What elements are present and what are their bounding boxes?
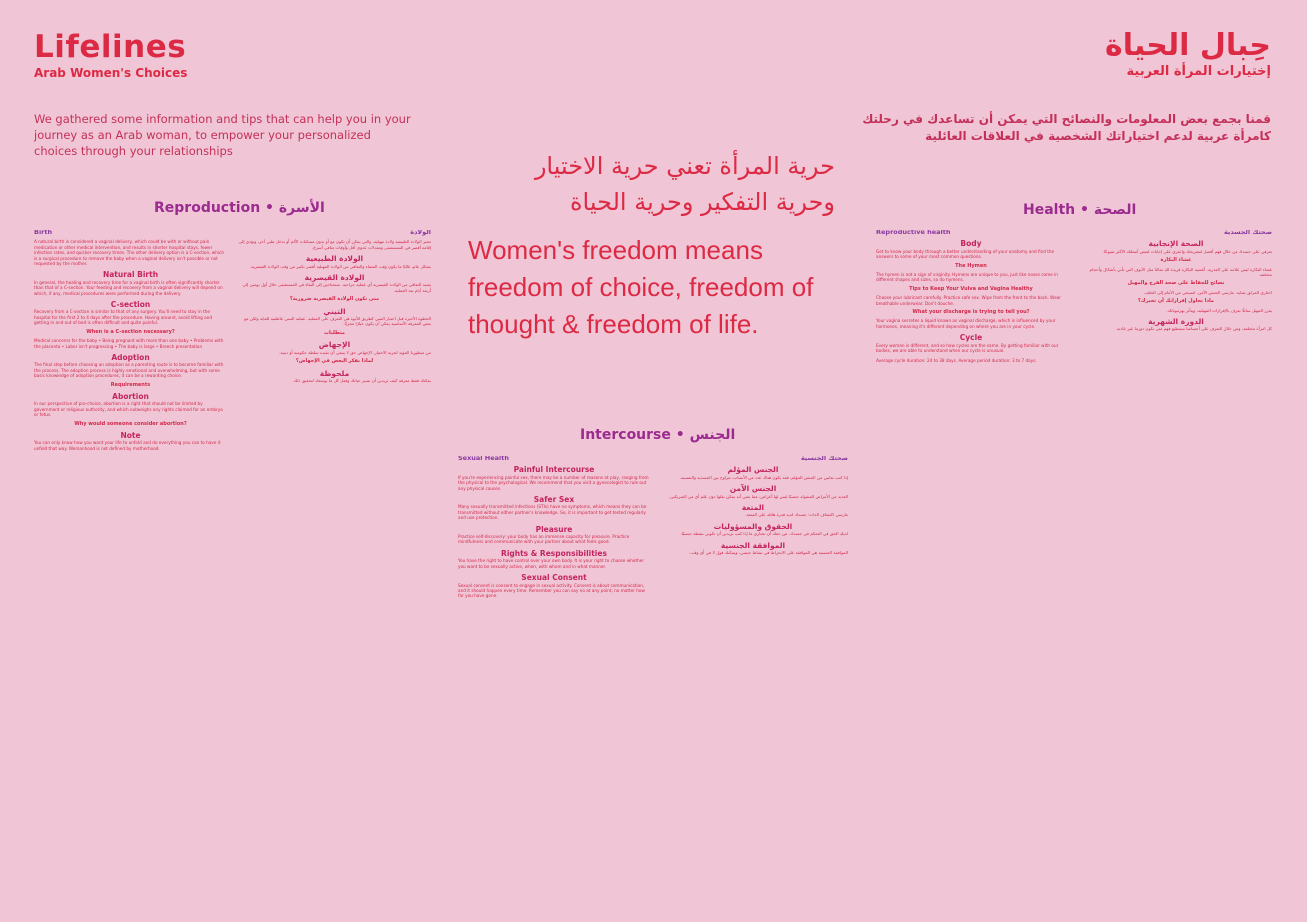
paragraph: In general, the healing and recovery time for a vaginal birth is often significantly shorter than that of a C-section. Your feeding and recovery from a vaginal delivery will depend on which, if any, medical procedures were performed during the delivery.: [34, 279, 223, 296]
brand-english: [34, 30, 187, 80]
heading-sexual-consent: Sexual Consent: [521, 573, 587, 583]
heading-painful-intercourse: Painful Intercourse: [513, 465, 595, 475]
paragraph: بشكل عام، غالبًا ما يكون وقت الشفاء والتعافي من الولادة المهبلية أقصر بكثير من وقت الولادة القيصرية.: [249, 263, 431, 269]
column-label: Sexual Health: [458, 456, 509, 462]
intro-text-ar: قمنا بجمع بعض المعلومات والنصائح التي يمكن أن تساعدك في رحلتك كامرأة عربية لدعم اختياراتك الشخصية في العلاقات العائلية: [862, 112, 1271, 143]
heading: ملحوظة: [319, 368, 350, 378]
paragraph: Average cycle duration: 24 to 38 days. Average period duration: 3 to 7 days.: [876, 357, 1037, 363]
paragraph: Practice self-discovery: your body has an immense capacity for pleasure. Practice mindfulness and communicate with your partner about what feels good.: [458, 534, 630, 545]
paragraph: تعرفي على جسدك من خلال فهم أفضل لتشريحك واعثري على إجابات لبعض أسئلتك الأكثر شيوعًا.: [1102, 248, 1272, 254]
paragraph: الموافقة الجنسية هي الموافقة على الانخراط في نشاط جنسي، ويمكنك قول لا في أي وقت.: [689, 550, 848, 556]
paragraph: يمكنك فقط معرفة كيف تريدين أن تسير حياتك وفعل كل ما بوسعك لتحقيق ذلك.: [292, 377, 431, 383]
subheading: What your discharge is trying to tell you?: [912, 309, 1030, 316]
paragraph: Medical concerns for the baby • Being pregnant with more than one baby • Problems with the placenta • Labor isn't progressing • The baby is large • Breech presentation: [34, 338, 224, 349]
heading-safer-sex: Safer Sex: [533, 495, 575, 505]
subheading: Why would someone consider abortion?: [74, 420, 187, 427]
paragraph: Sexual consent is consent to engage in sexual activity. Consent is about communication, and it should happen every time. Remember you can say no at any point, no matter how far you have gone.: [458, 582, 645, 599]
heading-adoption: Adoption: [111, 352, 150, 362]
paragraph: اختاري المزلق بعناية. مارسي الجنس الآمن. امسحي من الأمام إلى الخلف.: [1143, 289, 1272, 295]
reproduction-column-en: [34, 230, 227, 875]
heading-natural-birth: Natural Birth: [102, 270, 159, 280]
subheading: When is a C-section necessary?: [86, 328, 175, 335]
heading-rights: Rights & Responsibilities: [501, 548, 607, 558]
subheading: متطلبات: [324, 329, 345, 336]
column-label: Birth: [34, 230, 53, 236]
quote-english: Women's freedom means freedom of choice, freedom of thought & freedom of life.: [468, 235, 814, 339]
heading: التبني: [323, 306, 346, 316]
heading: الصحة الإنجابية: [1148, 239, 1204, 249]
paragraph: The hymen is not a sign of virginity. Hymens are unique to you, just like noses come in different shapes and sizes, so do hymens.: [876, 272, 1058, 283]
section-title-health: Health • الصحة: [1023, 202, 1137, 218]
subheading: Tips to Keep Your Vulva and Vagina Healthy: [909, 285, 1033, 292]
subheading: لماذا يفكر البعض في الإجهاض؟: [295, 358, 374, 365]
paragraph: If you're experiencing painful sex, there may be a number of reasons at play, ranging from the physical to the psychological. We recommend that you visit a gynecologist to rule out any physical causes.: [458, 474, 649, 491]
heading-abortion: Abortion: [112, 391, 149, 401]
heading: الجنس المؤلم: [727, 465, 779, 475]
logo-subtitle-ar: إختيارات المرأة العربية: [1126, 64, 1271, 79]
paragraph: Every woman is different, and so how cycles are the same. By getting familiar with our bodies, we are able to understand when our cycle is unusual.: [876, 342, 1059, 354]
logo-title-ar: حِبال الحياة: [1105, 28, 1271, 63]
paragraph: العديد من الأمراض المنقولة جنسيًا ليس لها أعراض، مما يعني أنه يمكن نقلها دون علم أي من الشريكين.: [668, 493, 848, 499]
intercourse-column-en: [458, 456, 650, 876]
paragraph: يفرز المهبل سائلًا يعرف بالإفرازات المهبلية، ويتأثر بهرموناتك.: [1166, 307, 1272, 313]
subheading: ماذا تحاول إفرازاتك أن تخبرك؟: [1137, 298, 1215, 305]
heading-pleasure: Pleasure: [535, 524, 573, 534]
health-column-en: [876, 230, 1066, 875]
heading: المتعة: [741, 503, 765, 513]
subheading: Requirements: [110, 381, 151, 388]
column-label: الولادة: [410, 230, 431, 236]
intercourse-column-ar: [658, 456, 848, 876]
paragraph: Recovery from a C-section is similar to that of any surgery. You'll need to stay in the hospital for the first 2 to 4 days after the procedure. Having around, avoid lifting and getting in and out of bed is often difficult and quite painful.: [34, 309, 213, 326]
paragraph: The final step before choosing an adoption as a parenting route is to become familiar with the process. The adoption process is highly emotional and overwhelming, but with some basic knowledge of adoption procedures, it can be a rewarding choice.: [34, 362, 224, 379]
paragraph: الخطوة الأخيرة قبل اختيار التبني كطريق للأبوة هي التعرف على العملية. عملية التبني عاطفية للغاية ولكن مع بعض المعرفة الأساسية يمكن أن يكون خيارًا مجزيًا.: [243, 316, 431, 327]
subheading: نصائح للحفاظ على صحة الفرج والمهبل: [1127, 280, 1225, 287]
paragraph: Many sexually transmitted infections (STIs) have no symptoms, which means they can be transmitted without either partner's knowledge. So, it is important to get tested regularly and use protection.: [458, 504, 647, 521]
heading-note: Note: [120, 430, 141, 440]
paragraph: يشبه التعافي من الولادة القيصرية أي عملية جراحية. ستحتاجين إلى البقاء في المستشفى خلال أول يومين إلى أربعة أيام بعد العملية.: [242, 282, 431, 293]
column-label: صحتك الجنسية: [800, 456, 848, 462]
brand-arabic: [1105, 28, 1271, 79]
heading: الجنس الآمن: [729, 484, 777, 494]
heading-c-section: C-section: [110, 300, 151, 310]
reproduction-column-ar: [238, 230, 431, 875]
heading-cycle: Cycle: [959, 333, 983, 343]
paragraph: مارسي اكتشاف الذات: جسدك لديه قدرة هائلة على المتعة.: [745, 512, 848, 518]
heading: الولادة القيصرية: [304, 273, 365, 283]
section-title-intercourse: Intercourse • الجنس: [580, 427, 736, 443]
section-title-reproduction: Reproduction • الأسرة: [154, 200, 325, 216]
heading: الموافقة الجنسية: [720, 540, 786, 550]
quote-arabic: حرية المرأة تعني حرية الاختيار وحرية التفكير وحرية الحياة: [534, 152, 835, 216]
paragraph: لديكِ الحق في التحكم في جسدك. من حقك أن تختاري ما إذا كنتِ تريدين أن تكوني نشطة جنسيًا.: [680, 531, 848, 537]
paragraph: You have the right to have control over your own body. It is your right to choose whether you want to be sexually active, when, with whom and in what manner.: [458, 558, 645, 569]
subheading: غشاء البكارة: [1160, 257, 1192, 264]
paragraph: تعتبر الولادة الطبيعية ولادة مهبلية، والتي يمكن أن تكون مع أو بدون مسكنات الألم أو تدخل طبي آخر، وتؤدي إلى إقامة أقصر في المستشفى ومعدلات عدوى أقل وأوقات تعافي أسرع.: [238, 239, 431, 250]
heading-body: Body: [960, 239, 982, 249]
column-label: Reproductive health: [876, 230, 951, 236]
logo-title-en: Lifelines: [34, 29, 187, 65]
paragraph: In our perspective of pro-choice, abortion is a right that should not be limited by government or religious authority, and which outweighs any rights claimed for an embryo or fetus.: [34, 401, 223, 418]
subheading: The Hymen: [955, 262, 987, 269]
paragraph: من منظورنا المؤيد لحرية الاختيار، الإجهاض حق لا ينبغي أن تقيده سلطة حكومية أو دينية.: [278, 349, 431, 355]
paragraph: You can only know how you want your life to unfold and do everything you can to have it unfold that way. Womanhood is not defined by motherhood.: [34, 440, 221, 451]
paragraph: A natural birth is considered a vaginal delivery, which could be with or without pain medication or other medical intervention, and results in shorter hospital stays, fewer infection rates, and quicker recovery times. The other delivery option is a C-section, which is a surgical procedure to remove the baby when a vaginal delivery isn't possible or not requested by the mother.: [34, 239, 224, 267]
column-label: صحتك الجسدية: [1223, 230, 1272, 236]
subheading: متى تكون الولادة القيصرية ضرورية؟: [289, 296, 380, 303]
paragraph: غشاء البكارة ليس علامة على العذرية. أغشية البكارة فريدة لكِ تمامًا مثل الأنوف التي تأتي بأشكال وأحجام مختلفة.: [1089, 266, 1272, 278]
paragraph: Your vagina secretes a liquid known as vaginal discharge, which is influenced by your hormones, meaning it's different depending on where you are in your cycle.: [876, 318, 1056, 329]
health-column-ar: [1080, 230, 1272, 875]
paragraph: Get to know your body through a better understanding of your anatomy and find the answers to some of your most common questions.: [876, 248, 1055, 260]
heading: الدورة الشهرية: [1148, 317, 1204, 327]
paragraph: Choose your lubricant carefully. Practice safe sex. Wipe from the front to the back. Wear breathable underwear. Don't douche.: [876, 295, 1061, 306]
heading: الحقوق والمسؤوليات: [713, 521, 793, 531]
heading: الإجهاض: [318, 340, 351, 350]
paragraph: كل امرأة مختلفة، ومن خلال التعرف على أجسامنا نستطيع فهم متى تكون دورتنا غير عادية.: [1115, 326, 1272, 332]
logo-subtitle-en: Arab Women's Choices: [34, 66, 188, 80]
heading: الولادة الطبيعية: [305, 254, 364, 264]
intro-text-en: We gathered some information and tips that can help you in your journey as an Arab woman, to empower your personalized choices through your relationships: [34, 112, 411, 158]
paragraph: إذا كنتِ تعانين من الجنس المؤلم، فقد يكون هناك عدد من الأسباب، تتراوح بين الجسدية والنفسية.: [679, 474, 848, 480]
